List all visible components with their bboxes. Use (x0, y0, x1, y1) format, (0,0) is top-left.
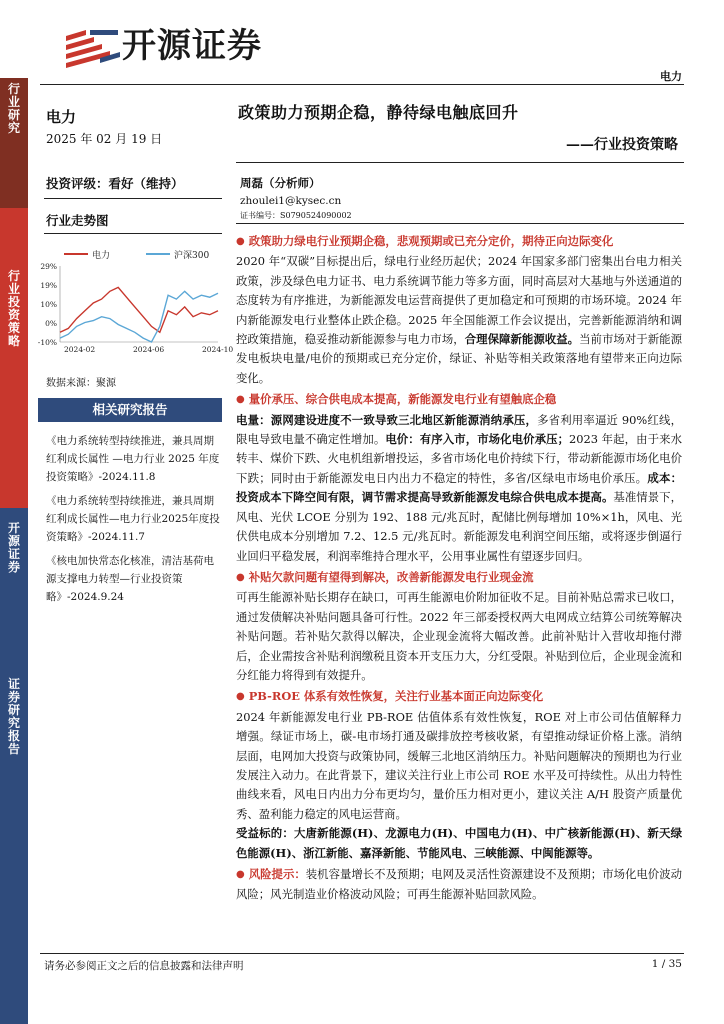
y-tick-label: 0% (45, 319, 57, 328)
header-rule (40, 84, 684, 85)
series-line (60, 287, 218, 332)
side-tab-report: 证券研究报告 (0, 678, 28, 1024)
legend-label: 沪深300 (174, 251, 210, 261)
section-heading: ● 量价承压、综合供电成本提高，新能源发电行业有望触底企稳 (236, 390, 682, 410)
left-rule (44, 198, 222, 199)
footer-rule (40, 953, 684, 954)
x-tick-label: 2024-10 (202, 345, 234, 354)
related-reports-header: 相关研究报告 (38, 398, 222, 422)
y-tick-label: -10% (37, 338, 57, 347)
related-report-item[interactable]: 《核电加快常态化核准，清洁基荷电源支撑电力转型—行业投资策略》-2024.9.24 (46, 555, 214, 603)
report-subtitle: ——行业投资策略 (566, 137, 678, 153)
related-report-item[interactable]: 《电力系统转型持续推进，兼具周期红利成长属性 —电力行业 2025 年度投资策略》-2024.11.8 (46, 435, 220, 483)
investment-rating: 投资评级：看好（维持） (46, 176, 184, 191)
section-paragraph: 2020 年“双碳”目标提出后，绿电行业经历起伏；2024 年国家多部门密集出台电力相关政策，涉及绿色电力证书、电力系统调节能力等多方面，同时高层对大基地与外送通道的态度转为有序推进，为新能源发电运营商提供了更加稳定和可预期的市场环境。2024 年内新能源发电行业整体止跌企稳。2025 年全国能源工作会议提出，完善新能源消纳和调控政策措施，稳妥推动新能源参与电力市场，合理保障新能源收益。当前市场对于新能源发电板块电量/电价的预期或已充分定价，绿证、补贴等相关政策落地有望带来正向边际变化。 (236, 254, 682, 385)
section-heading: ● PB-ROE 体系有效性恢复，关注行业基本面正向边际变化 (236, 687, 682, 707)
section-heading: ● 补贴欠款问题有望得到解决，改善新能源发电行业现金流 (236, 568, 682, 588)
right-rule (236, 162, 684, 163)
section-paragraph: 受益标的：大唐新能源(H)、龙源电力(H)、中国电力(H)、中广核新能源(H)、新天绿色能源(H)、浙江新能、嘉泽新能、节能风电、三峡能源、中闽能源等。 (236, 826, 682, 860)
right-rule (236, 223, 684, 224)
page-number: 1 / 35 (651, 958, 682, 970)
side-tab-strategy: 行业投资策略 (0, 208, 28, 508)
report-date: 2025 年 02 月 19 日 (46, 132, 163, 146)
related-reports-list (46, 432, 222, 612)
analyst-name: 周磊（分析师） (240, 176, 321, 190)
section-heading: ● 风险提示：装机容量增长不及预期；电网及灵活性资源建设不及预期；市场化电价波动风险；风光制造业价格波动风险；可再生能源补贴回款风险。 (236, 865, 682, 905)
y-tick-label: 19% (40, 281, 57, 290)
section-paragraph: 2024 年新能源发电行业 PB-ROE 估值体系有效性恢复，ROE 对上市公司估值解释力增强。绿证市场上，碳-电市场打通及碳排放控考核收紧，有望推动绿证价格上涨。消纳层面，电网加大投资与政策协同，缓解三北地区消纳压力。补贴问题解决的预期也为行业发展注入动力。在此背景下，建议关注行业上市公司 ROE 水平及可持续性。从出力特性曲线来看，风电日内出力分布更均匀，量价压力相对更小，建议关注 A/H 股资产质量优秀、盈利能力稳定的风电运营商。 (236, 709, 682, 821)
side-tab-industry-research: 行业研究 (0, 78, 28, 208)
left-rule (44, 233, 222, 234)
y-tick-label: 10% (40, 300, 57, 309)
x-tick-label: 2024-02 (64, 345, 96, 354)
report-title: 政策助力预期企稳，静待绿电触底回升 (238, 103, 519, 122)
brand-name: 开源证券 (122, 26, 262, 66)
section-heading: ● 政策助力绿电行业预期企稳，悲观预期或已充分定价，期待正向边际变化 (236, 232, 682, 252)
y-tick-label: 29% (40, 262, 57, 271)
footer-disclaimer: 请务必参阅正文之后的信息披露和法律声明 (44, 960, 244, 972)
report-body (236, 232, 682, 907)
left-sector: 电力 (46, 108, 77, 126)
trend-chart (34, 242, 234, 362)
side-tab-brand: 开源证券 (0, 508, 28, 678)
related-report-item[interactable]: 《电力系统转型持续推进，兼具周期红利成长属性—电力行业2025年度投资策略》-2024.11.7 (46, 495, 220, 543)
chart-source: 数据来源：聚源 (46, 378, 116, 389)
x-tick-label: 2024-06 (133, 345, 165, 354)
analyst-cert: 证书编号：S0790524090002 (240, 211, 352, 220)
section-paragraph: 电量：源网建设进度不一致导致三北地区新能源消纳承压，多省利用率逼近 90%红线，限电导致电量不确定性增加。电价：有序入市，市场化电价承压；2023 年起，由于来水转丰、煤价下跌、火电机组新增投运，多省市场化电价持续下行，带动新能源市场化电价下跌；同时由于新能源发电日内出力不稳定的特性，多省/区绿电市场电价承压。成本：投资成本下降空间有限，调节需求提高导致新能源发电综合供电成本提高。基准情景下，风电、光伏 LCOE 分别为 192、188 元/兆瓦时，配储比例每增加 10%×1h，风电、光伏供电成本分别增加 7.2、12.5 元/兆瓦时。新能源发电利润空间压缩，或将逐步倒逼行业回归平稳发展，利润率维持合理水平，公用事业属性有望逐步回归。 (236, 412, 682, 563)
section-paragraph: 可再生能源补贴长期存在缺口，可再生能源电价附加征收不足。目前补贴总需求已收口，通过发债解决补贴问题具备可行性。2022 年三部委授权两大电网成立结算公司统筹解决补贴问题。若补贴欠款得以解决，企业现金流将大幅改善。此前补贴计入营收却拖付滞后，企业需按含补贴利润缴税且资本开支压力大，分红受限。补贴到位后，企业现金流和分红能力将得到有效提升。 (236, 590, 682, 682)
analyst-email[interactable]: zhoulei1@kysec.cn (240, 195, 342, 207)
legend-label: 电力 (92, 251, 111, 261)
header-sector: 电力 (660, 70, 682, 83)
trend-title: 行业走势图 (46, 213, 109, 228)
